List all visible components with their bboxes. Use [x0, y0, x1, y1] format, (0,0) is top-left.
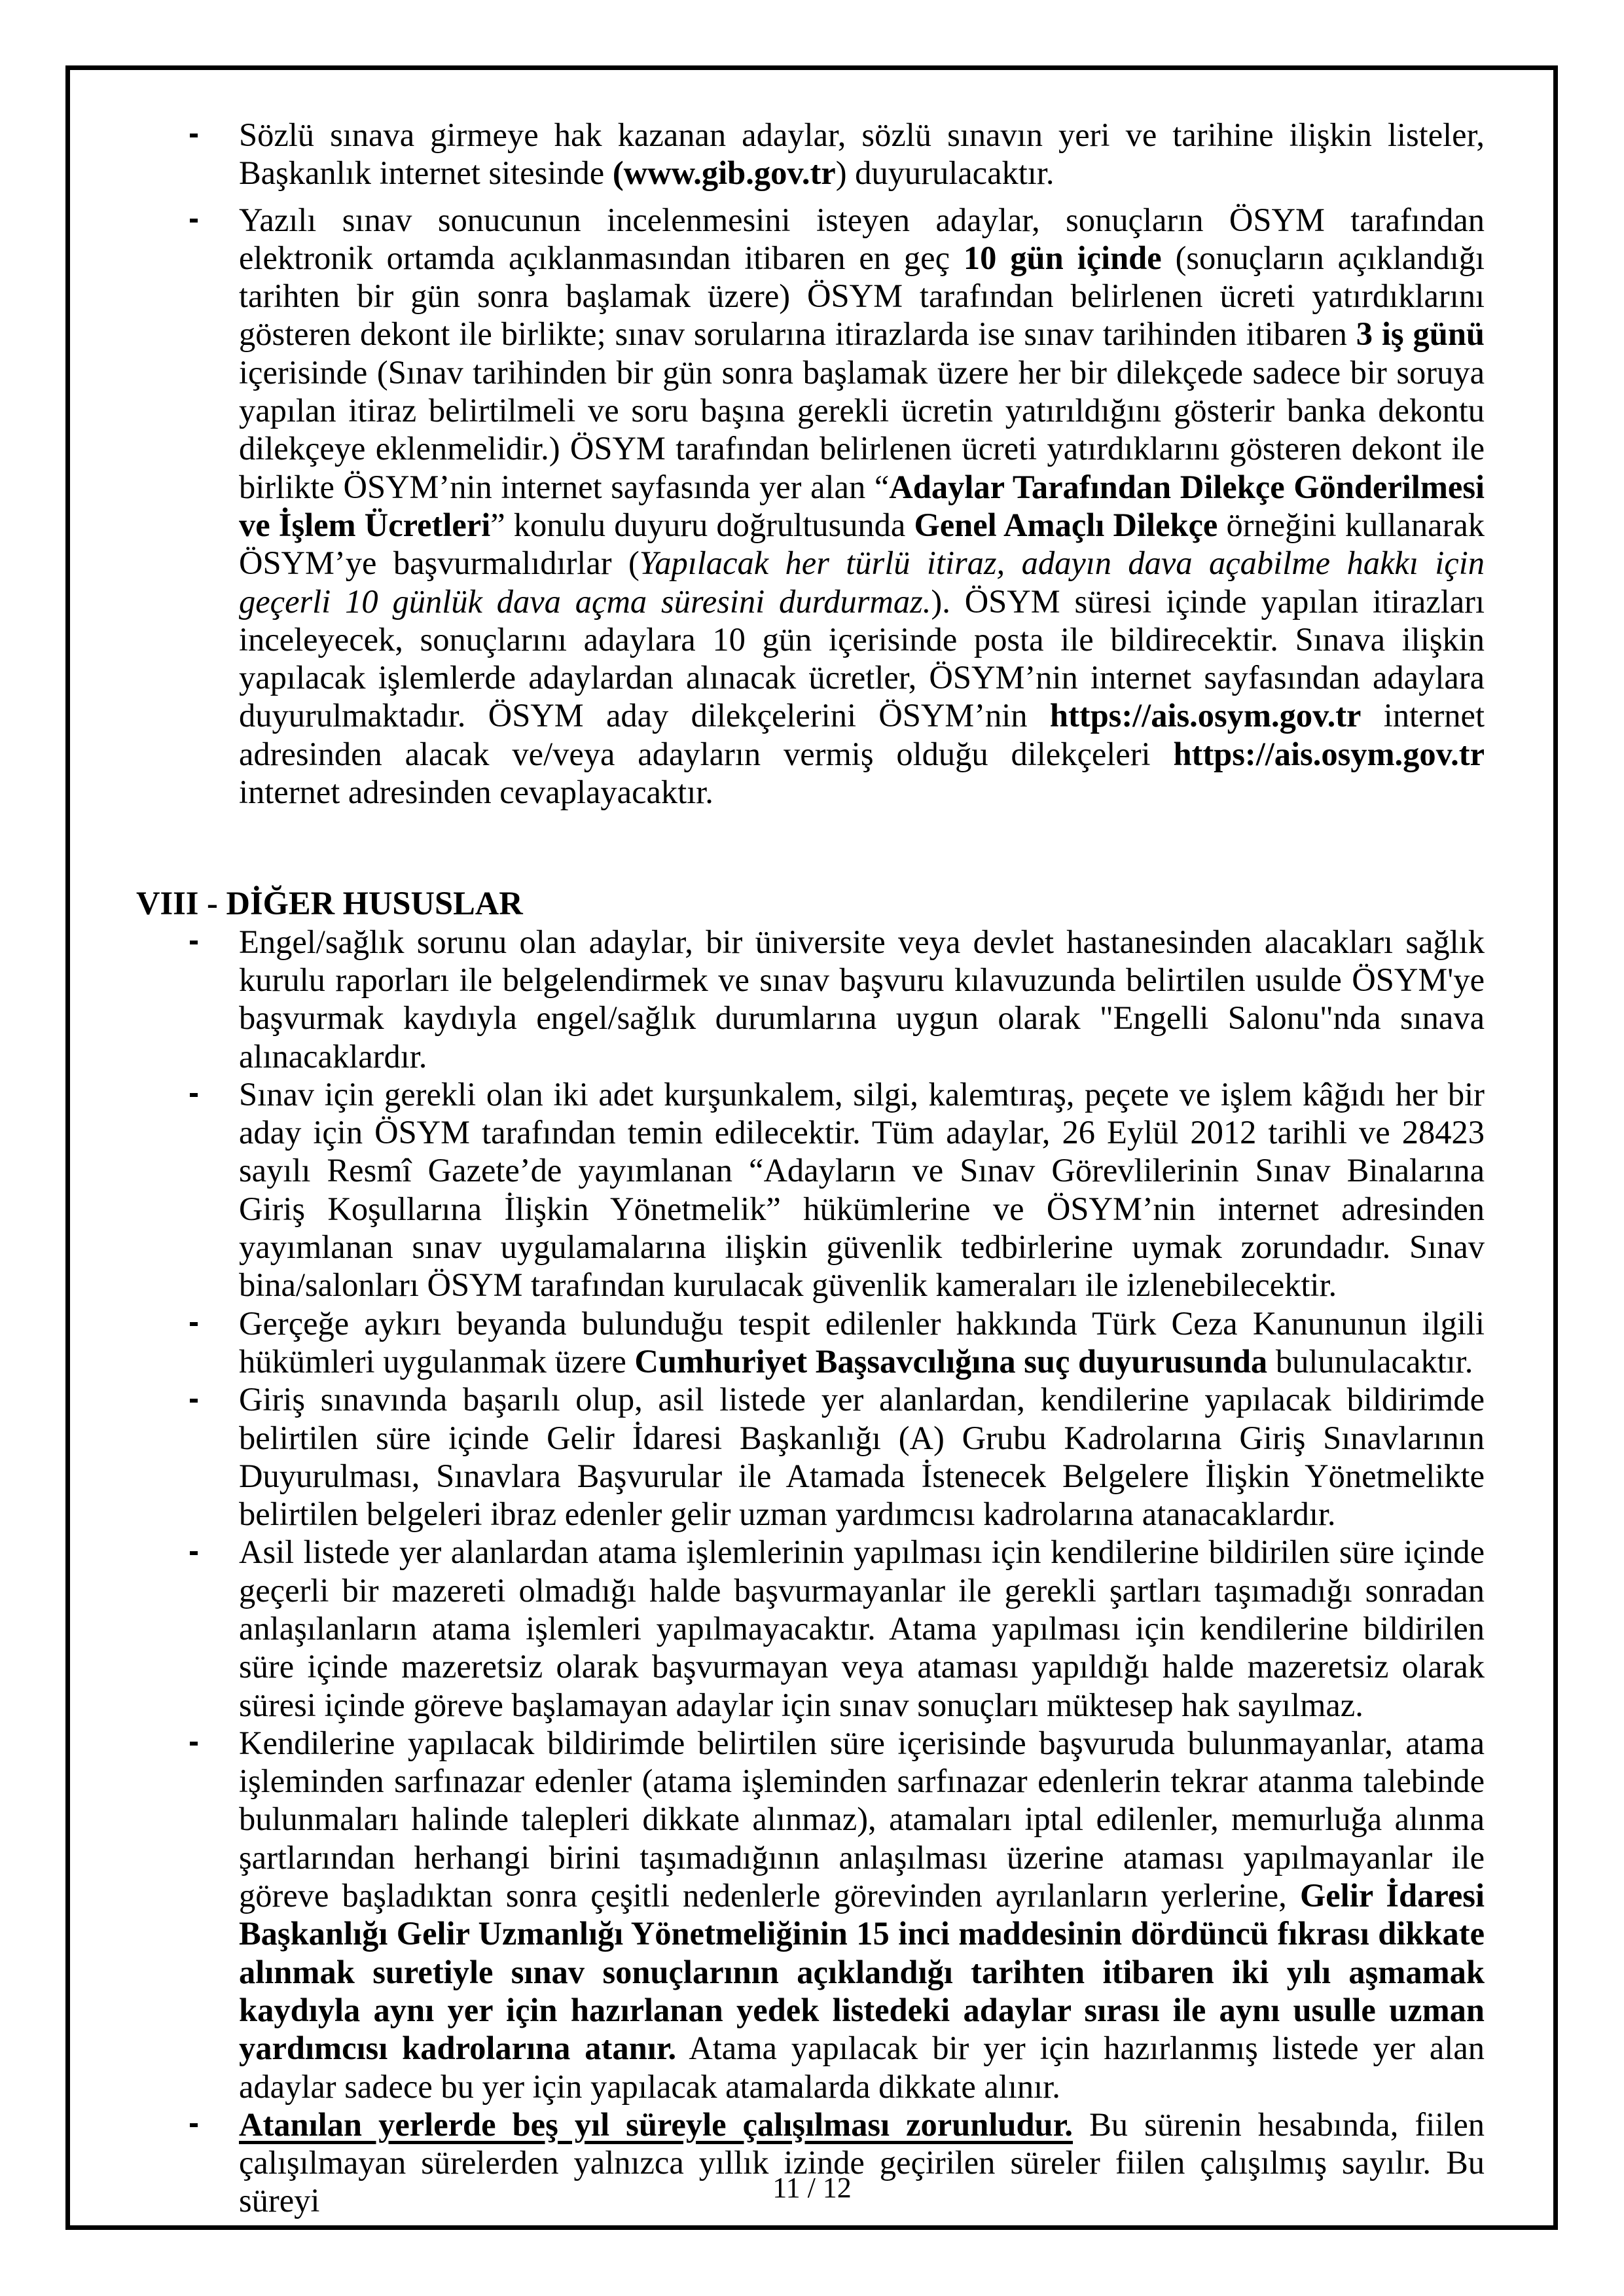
text-run: internet adresinden alacak ve/veya adayların vermiş olduğu dilekçeleri — [239, 697, 1485, 772]
text-run: ). ÖSYM süresi içinde yapılan itirazları inceleyecek, sonuçlarını adaylara 10 gün içerisinde posta ile bildirecektir. Sınava ilişkin yapılacak işlemlerde adaylardan alınacak ücretler, ÖSYM’nin internet sayfasından adaylara duyurulmaktadır. ÖSYM aday dilekçelerini ÖSYM’nin — [239, 583, 1485, 734]
bullet-dash-icon — [190, 116, 216, 154]
bold-text-run: 3 iş günü — [1356, 315, 1485, 353]
italic-text-run: Yapılacak her türlü itiraz, adayın dava açabilme hakkı için geçerli 10 günlük dava açma süresini durdurmaz. — [239, 545, 1485, 620]
list-item — [136, 1724, 1485, 2106]
list-item — [136, 201, 1485, 812]
text-run: internet adresinden cevaplayacaktır. — [239, 774, 713, 811]
text-run: (sonuçların açıklandığı tarihten bir gün sonra başlamak üzere) ÖSYM tarafından belirlenen ücreti yatırdıklarını gösteren dekont ile birlikte; sınav sorularına itirazlarda ise sınav tarihinden itibaren — [239, 239, 1485, 353]
list-item — [136, 1304, 1485, 1381]
page-number: 11 / 12 — [772, 2172, 852, 2204]
text-run: Atama yapılacak bir yer için hazırlanmış listede yer alan adaylar sadece bu yer için yapılacak atamalarda dikkate alınır. — [239, 2030, 1485, 2105]
bold-text-run: (www.gib.gov.tr — [612, 154, 836, 192]
text-run: Giriş sınavında başarılı olup, asil listede yer alanlardan, kendilerine yapılacak bildirimde belirtilen süre içinde Gelir İdaresi Başkanlığı (A) Grubu Kadrolarına Giriş Sınavlarının Duyurulması, Sınavlara Başvurular ile Atamada İstenecek Belgelere İlişkin Yönetmelikte belirtilen belgeleri ibraz edenler gelir uzman yardımcısı kadrolarına atanacaklardır. — [239, 1381, 1485, 1533]
text-run: bulunulacaktır. — [1267, 1342, 1473, 1380]
other-matters-list — [136, 923, 1485, 2220]
bold-text-run: Cumhuriyet Başsavcılığına suç duyurusunda — [634, 1342, 1268, 1380]
bold-text-run: Gelir İdaresi Başkanlığı Gelir Uzmanlığı Yönetmeliğinin 15 inci maddesinin dördüncü fıkrası dikkate alınmak suretiyle sınav sonuçlarının açıklandığı tarihten itibaren iki yılı aşmamak kaydıyla aynı yer için hazırlanan yedek listedeki adaylar sırası ile aynı usulle uzman yardımcısı kadrolarına atanır. — [239, 1877, 1485, 2067]
bold-text-run: 10 gün içinde — [963, 239, 1162, 276]
text-run: ” konulu duyuru doğrultusunda — [490, 506, 914, 543]
bullet-dash-icon — [190, 1075, 216, 1113]
text-run: Engel/sağlık sorunu olan adaylar, bir üniversite veya devlet hastanesinden alacakları sağlık kurulu raporları ile belgelendirmek ve sınav başvuru kılavuzunda belirtilen usulde ÖSYM'ye başvurmak kaydıyla engel/sağlık durumlarına uygun olarak "Engelli Salonu"nda sınava alınacaklardır. — [239, 923, 1485, 1075]
results-notice-list — [136, 116, 1485, 811]
list-item — [136, 1533, 1485, 1723]
bullet-dash-icon — [190, 1724, 216, 1762]
text-run: Sözlü sınava girmeye hak kazanan adaylar, sözlü sınavın yeri ve tarihine ilişkin listeler, Başkanlık internet sitesinde — [239, 117, 1485, 192]
text-run: Kendilerine yapılacak bildirimde belirtilen süre içerisinde başvuruda bulunmayanlar, atama işleminden sarfınazar edenler (atama işleminden sarfınazar edenlerin tekrar atanma talebinde bulunmaları halinde talepleri dikkate alınmaz), atamaları iptal edilenler, memurluğa alınma şartlarından herhangi birini taşımadığının anlaşılması üzerine ataması yapılmayanlar ile göreve başladıktan sonra çeşitli nedenlerle görevinden ayrılanların yerlerine, — [239, 1724, 1485, 1914]
bullet-dash-icon — [190, 1304, 216, 1342]
bullet-dash-icon — [190, 1533, 216, 1571]
list-item — [136, 923, 1485, 1075]
bold-text-run: Genel Amaçlı Dilekçe — [914, 506, 1218, 543]
text-run: örneğini kullanarak ÖSYM’ye başvurmalıdırlar ( — [239, 506, 1485, 582]
bullet-dash-icon — [190, 201, 216, 239]
bullet-dash-icon — [190, 1380, 216, 1418]
bullet-dash-icon — [190, 2106, 216, 2144]
text-run: Sınav için gerekli olan iki adet kurşunkalem, silgi, kalemtıraş, peçete ve işlem kâğıdı her bir aday için ÖSYM tarafından temin edilecektir. Tüm adaylar, 26 Eylül 2012 tarihli ve 28423 sayılı Resmî Gazete’de yayımlanan “Adayların ve Sınav Görevlilerinin Sınav Binalarına Giriş Koşullarına İlişkin Yönetmelik” hükümlerine ve ÖSYM’nin internet adresinden yayımlanan sınav uygulamalarına ilişkin güvenlik tedbirlerine uymak zorundadır. Sınav bina/salonları ÖSYM tarafından kurulacak güvenlik kameraları ile izlenebilecektir. — [239, 1075, 1485, 1304]
list-item — [136, 1380, 1485, 1533]
bold-text-run: https://ais.osym.gov.tr — [1049, 697, 1362, 734]
list-item — [136, 1075, 1485, 1304]
text-run: Bu sürenin hesabında, fiilen çalışılmayan sürelerden yalnızca yıllık izinde geçirilen süreler fiilen çalışılmış sayılır. Bu süreyi — [239, 2106, 1485, 2219]
text-run: Asil listede yer alanlardan atama işlemlerinin yapılması için kendilerine bildirilen süre içinde geçerli bir mazereti olmadığı halde başvurmayanlar ile gerekli şartları taşımadığı sonradan anlaşılanların atama işlemleri yapılmayacaktır. Atama yapılması için kendilerine bildirilen süre içinde mazeretsiz olarak başvurmayan veya ataması yapıldığı halde mazeretsiz olarak süresi içinde göreve başlamayan adaylar için sınav sonuçları müktesep hak sayılmaz. — [239, 1534, 1485, 1723]
text-run: ) duyurulacaktır. — [835, 154, 1055, 192]
text-run: içerisinde (Sınav tarihinden bir gün sonra başlamak üzere her bir dilekçede sadece bir soruya yapılan itiraz belirtilmeli ve soru başına gerekli ücretin yatırıldığını gösterir banka dekontu dilekçeye eklenmelidir.) ÖSYM tarafından belirlenen ücreti yatırdıklarını gösteren dekont ile birlikte ÖSYM’nin internet sayfasında yer alan “ — [239, 353, 1485, 505]
bold-text-run: https://ais.osym.gov.tr — [1173, 735, 1485, 772]
document-body — [136, 116, 1485, 2220]
bullet-dash-icon — [190, 923, 216, 961]
bold-text-run: Adaylar Tarafından Dilekçe Gönderilmesi ve İşlem Ücretleri — [239, 468, 1485, 543]
list-item — [136, 116, 1485, 192]
emphasis-text-run: Atanılan yerlerde beş yıl süreyle çalışılması zorunludur. — [239, 2106, 1074, 2143]
section-heading: VIII - DİĞER HUSUSLAR — [136, 885, 523, 922]
text-run: Gerçeğe aykırı beyanda bulunduğu tespit edilenler hakkında Türk Ceza Kanununun ilgili hükümleri uygulanmak üzere — [239, 1304, 1485, 1380]
text-run: Yazılı sınav sonucunun incelenmesini isteyen adaylar, sonuçların ÖSYM tarafından elektronik ortamda açıklanmasından itibaren en geç — [239, 201, 1485, 276]
